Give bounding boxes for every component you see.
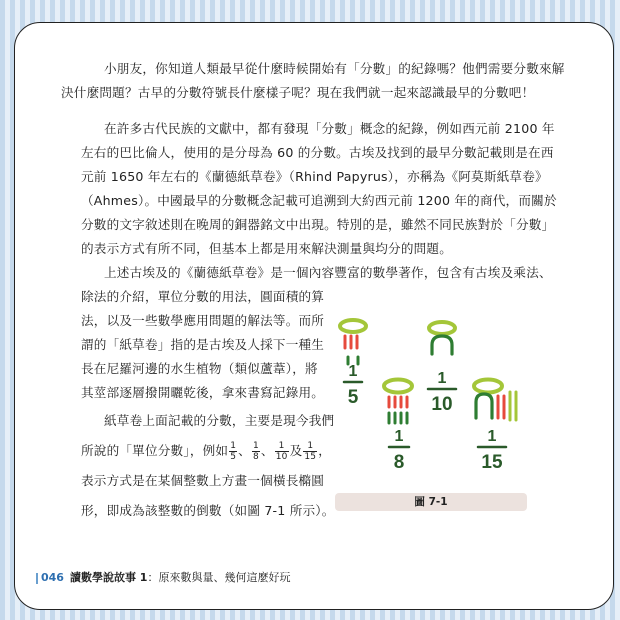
book-title: 讀數學說故事 1 — [69, 571, 148, 584]
figure-denominator-1-10: 10 — [431, 394, 453, 415]
inline-fraction-1-8: $\frac{1}{8}$ — [252, 441, 259, 462]
page-footer — [36, 569, 290, 585]
figure-numerator-1-8: 1 — [394, 428, 404, 445]
egyptian-fraction-figure — [320, 300, 526, 490]
egyptian-one-tenth-glyph — [428, 322, 456, 415]
book-subtitle: ：原來數與量、幾何這麼好玩 — [147, 571, 291, 584]
egyptian-one-fifteenth-glyph — [474, 380, 516, 474]
history-paragraph: 在許多古代民族的文獻中，都有發現「分數」概念的紀錄，例如西元前 2100 年 左右的巴比倫人，使用的是分母為 60 的分數。古埃及找到的最早分數記載則是在西 元前 1650 年左右的《蘭德紙草卷》（Rhind Papyrus），亦稱為《阿莫斯紙草卷》 （Ahmes）。中國最早的分數概念記載可追溯到大約西元前 1200 年的商代，而關於 分數的文字敘述則在晚周的銅器銘文中出現。特別的是，雖然不同民族對於「分數」 的表示方式有所不同，但基本上都是用來解決測量與均分的問題。 — [81, 121, 557, 256]
footer-accent-bar — [36, 573, 38, 584]
inline-fraction-1-15: $\frac{1}{15}$ — [304, 441, 317, 462]
inline-fraction-1-10: $\frac{1}{10}$ — [275, 441, 288, 462]
figure-denominator-1-8: 8 — [393, 452, 405, 473]
egyptian-one-eighth-glyph — [384, 380, 412, 474]
figure-caption: 圖 7-1 — [335, 493, 527, 511]
inline-fraction-1-5: $\frac{1}{5}$ — [230, 441, 237, 462]
intro-paragraph: 小朋友，你知道人類最早從什麼時候開始有「分數」的紀錄嗎？他們需要分數來解 決什麼問題？古早的分數符號長什麼樣子呢？現在我們就一起來認識最早的分數吧！ — [61, 61, 565, 100]
figure-numerator-1-15: 1 — [487, 428, 497, 445]
figure-numerator-1-5: 1 — [348, 363, 358, 380]
unit-fraction-example-line: 所說的「單位分數」，例如 $\frac{1}{5}$ 、 $\frac{1}{8}$ 、 $\frac{1}{10}$ 及 $\frac{1}{15}$ ， — [81, 441, 332, 462]
egyptian-one-fifth-glyph — [340, 320, 366, 408]
figure-denominator-1-5: 5 — [347, 387, 359, 408]
figure-denominator-1-15: 15 — [481, 452, 503, 473]
figure-numerator-1-10: 1 — [437, 370, 447, 387]
unit-fraction-paragraph: 紙草卷上面記載的分數，主要是現今我們 所說的「單位分數」，例如 $\frac{1}{5}$ 、 $\frac{1}{8}$ 、 $\frac{1}{10}$ 及 $\frac{1}{15}$ ， 表示方式是在某個整數上方畫一個橫長橢圓 形，即成為該整數的倒數（如圖 7-1 所示）。 — [81, 413, 335, 518]
page-number: 046 — [41, 571, 64, 584]
papyrus-paragraph: 上述古埃及的《蘭德紙草卷》是一個內容豐富的數學著作，包含有古埃及乘法、 除法的介紹，單位分數的用法，圓面積的算 法，以及一些數學應用問題的解法等。而所 謂的「紙草卷」指的是古埃及人採下一種生 長在尼羅河邊的水生植物（類似蘆葦），將 其莖部逐層撥開曬乾後，拿來書寫記錄用。 — [81, 265, 552, 400]
